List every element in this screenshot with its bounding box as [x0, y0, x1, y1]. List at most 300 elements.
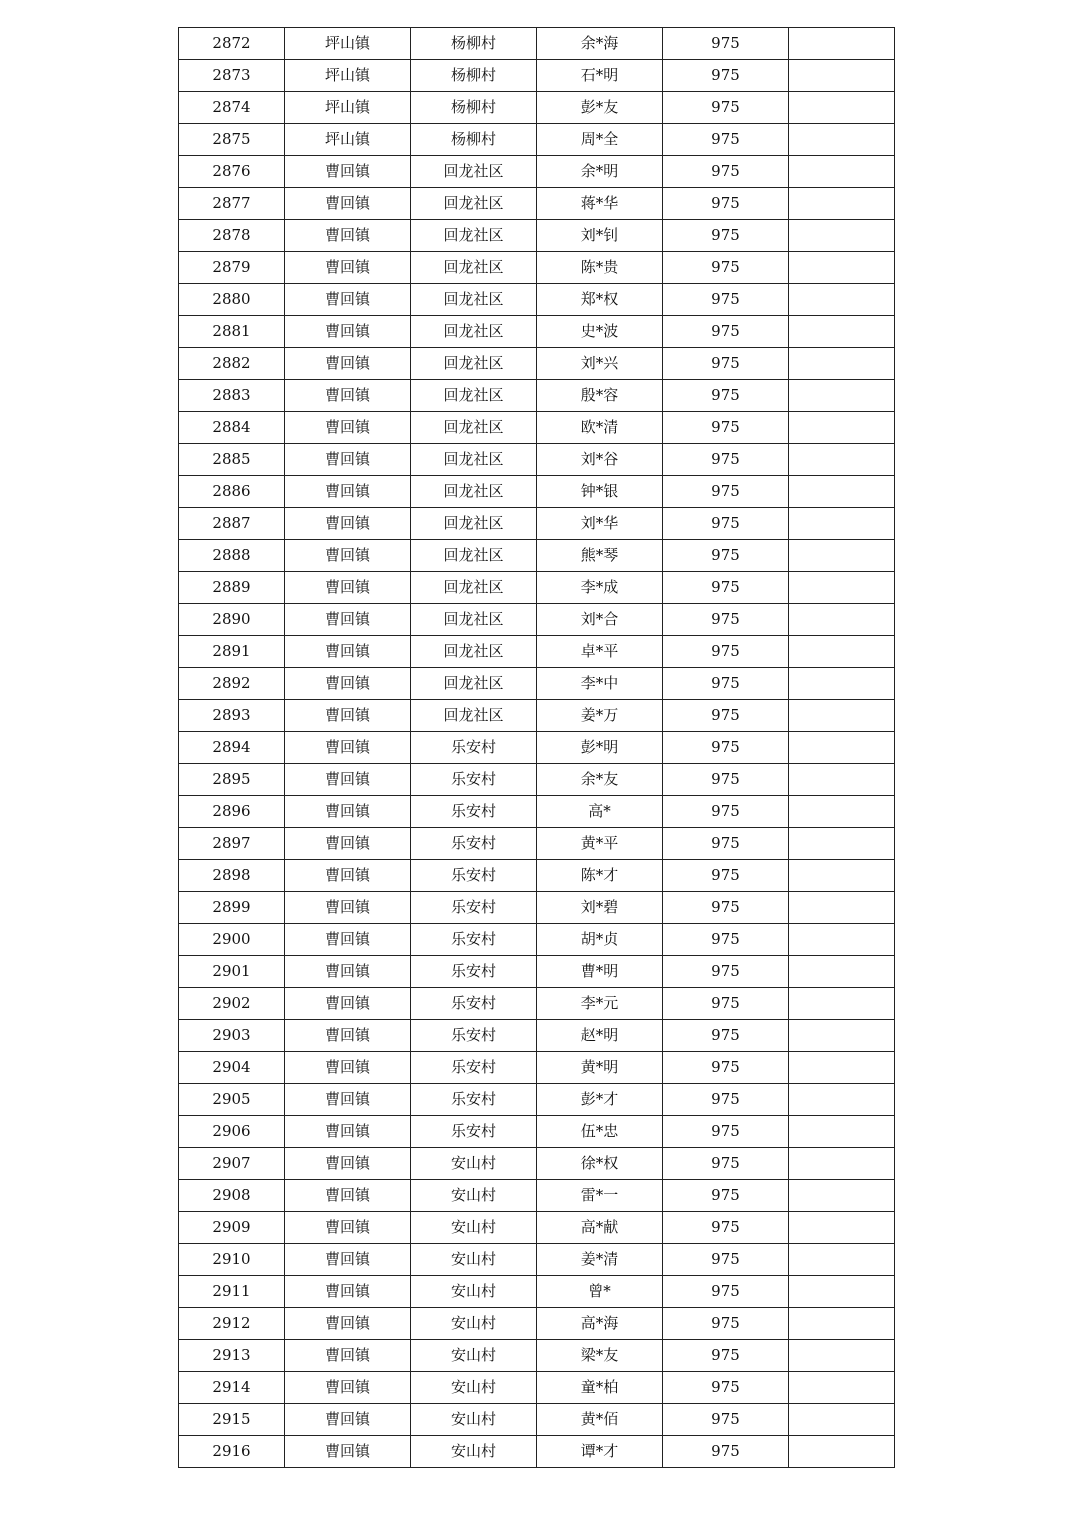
cell-town: 曹回镇: [285, 348, 411, 380]
cell-village: 乐安村: [411, 1116, 537, 1148]
table-row: [179, 284, 895, 316]
cell-amount: 975: [663, 476, 789, 508]
cell-number: 2889: [179, 572, 285, 604]
cell-name: 刘*华: [537, 508, 663, 540]
cell-number: 2907: [179, 1148, 285, 1180]
cell-amount: 975: [663, 604, 789, 636]
cell-village: 回龙社区: [411, 700, 537, 732]
cell-village: 回龙社区: [411, 348, 537, 380]
cell-town: 曹回镇: [285, 764, 411, 796]
table-row: [179, 412, 895, 444]
cell-town: 曹回镇: [285, 1404, 411, 1436]
cell-village: 安山村: [411, 1212, 537, 1244]
cell-number: 2898: [179, 860, 285, 892]
cell-town: 曹回镇: [285, 796, 411, 828]
cell-village: 乐安村: [411, 1020, 537, 1052]
cell-name: 伍*忠: [537, 1116, 663, 1148]
cell-name: 卓*平: [537, 636, 663, 668]
cell-note: [789, 412, 895, 444]
cell-number: 2914: [179, 1372, 285, 1404]
cell-name: 陈*贵: [537, 252, 663, 284]
cell-name: 陈*才: [537, 860, 663, 892]
cell-amount: 975: [663, 540, 789, 572]
cell-name: 黄*平: [537, 828, 663, 860]
cell-number: 2890: [179, 604, 285, 636]
table-row: [179, 444, 895, 476]
cell-note: [789, 380, 895, 412]
cell-number: 2893: [179, 700, 285, 732]
cell-number: 2886: [179, 476, 285, 508]
cell-number: 2892: [179, 668, 285, 700]
cell-note: [789, 540, 895, 572]
cell-village: 回龙社区: [411, 380, 537, 412]
cell-number: 2913: [179, 1340, 285, 1372]
cell-amount: 975: [663, 892, 789, 924]
cell-note: [789, 188, 895, 220]
table-row: [179, 1084, 895, 1116]
cell-amount: 975: [663, 1308, 789, 1340]
cell-village: 乐安村: [411, 764, 537, 796]
cell-number: 2882: [179, 348, 285, 380]
cell-note: [789, 252, 895, 284]
cell-village: 乐安村: [411, 796, 537, 828]
table-row: [179, 508, 895, 540]
cell-name: 高*献: [537, 1212, 663, 1244]
table-row: [179, 988, 895, 1020]
cell-note: [789, 1148, 895, 1180]
table-row: [179, 604, 895, 636]
table-row: [179, 572, 895, 604]
cell-village: 回龙社区: [411, 220, 537, 252]
cell-town: 曹回镇: [285, 1436, 411, 1468]
cell-number: 2879: [179, 252, 285, 284]
cell-amount: 975: [663, 380, 789, 412]
cell-note: [789, 156, 895, 188]
cell-name: 谭*才: [537, 1436, 663, 1468]
cell-village: 回龙社区: [411, 252, 537, 284]
cell-village: 安山村: [411, 1276, 537, 1308]
cell-number: 2901: [179, 956, 285, 988]
table-row: [179, 1404, 895, 1436]
cell-number: 2872: [179, 28, 285, 60]
cell-village: 乐安村: [411, 1052, 537, 1084]
cell-number: 2906: [179, 1116, 285, 1148]
cell-amount: 975: [663, 252, 789, 284]
cell-village: 回龙社区: [411, 668, 537, 700]
table-row: [179, 92, 895, 124]
table-row: [179, 348, 895, 380]
cell-village: 回龙社区: [411, 188, 537, 220]
table-row: [179, 1276, 895, 1308]
cell-name: 周*全: [537, 124, 663, 156]
cell-name: 刘*钊: [537, 220, 663, 252]
cell-amount: 975: [663, 1148, 789, 1180]
cell-amount: 975: [663, 188, 789, 220]
cell-name: 李*中: [537, 668, 663, 700]
cell-note: [789, 60, 895, 92]
cell-village: 安山村: [411, 1148, 537, 1180]
cell-note: [789, 1116, 895, 1148]
table-row: [179, 1116, 895, 1148]
cell-note: [789, 732, 895, 764]
cell-amount: 975: [663, 828, 789, 860]
table-row: [179, 956, 895, 988]
cell-town: 曹回镇: [285, 252, 411, 284]
cell-note: [789, 700, 895, 732]
cell-number: 2895: [179, 764, 285, 796]
cell-number: 2887: [179, 508, 285, 540]
cell-town: 曹回镇: [285, 828, 411, 860]
cell-note: [789, 92, 895, 124]
cell-amount: 975: [663, 28, 789, 60]
cell-village: 安山村: [411, 1436, 537, 1468]
cell-name: 刘*合: [537, 604, 663, 636]
table-row: [179, 1020, 895, 1052]
cell-name: 郑*权: [537, 284, 663, 316]
table-row: [179, 316, 895, 348]
cell-amount: 975: [663, 412, 789, 444]
cell-amount: 975: [663, 508, 789, 540]
cell-amount: 975: [663, 1404, 789, 1436]
table-row: [179, 1052, 895, 1084]
cell-note: [789, 1020, 895, 1052]
cell-note: [789, 124, 895, 156]
cell-note: [789, 604, 895, 636]
table-row: [179, 892, 895, 924]
cell-village: 安山村: [411, 1244, 537, 1276]
cell-number: 2880: [179, 284, 285, 316]
cell-village: 杨柳村: [411, 92, 537, 124]
cell-number: 2899: [179, 892, 285, 924]
table-body: [179, 28, 895, 1468]
cell-amount: 975: [663, 316, 789, 348]
cell-town: 曹回镇: [285, 572, 411, 604]
cell-village: 杨柳村: [411, 28, 537, 60]
cell-town: 曹回镇: [285, 1084, 411, 1116]
cell-amount: 975: [663, 1436, 789, 1468]
cell-amount: 975: [663, 988, 789, 1020]
cell-village: 乐安村: [411, 732, 537, 764]
cell-number: 2891: [179, 636, 285, 668]
cell-number: 2897: [179, 828, 285, 860]
cell-note: [789, 220, 895, 252]
cell-note: [789, 828, 895, 860]
cell-name: 欧*清: [537, 412, 663, 444]
cell-amount: 975: [663, 1212, 789, 1244]
table-row: [179, 732, 895, 764]
cell-name: 黄*明: [537, 1052, 663, 1084]
cell-village: 杨柳村: [411, 60, 537, 92]
cell-note: [789, 796, 895, 828]
cell-number: 2876: [179, 156, 285, 188]
cell-name: 徐*权: [537, 1148, 663, 1180]
table-row: [179, 636, 895, 668]
cell-amount: 975: [663, 60, 789, 92]
cell-village: 回龙社区: [411, 476, 537, 508]
cell-village: 回龙社区: [411, 156, 537, 188]
cell-note: [789, 1244, 895, 1276]
cell-number: 2883: [179, 380, 285, 412]
cell-village: 安山村: [411, 1180, 537, 1212]
cell-name: 余*明: [537, 156, 663, 188]
table-row: [179, 1180, 895, 1212]
cell-village: 回龙社区: [411, 540, 537, 572]
cell-name: 刘*兴: [537, 348, 663, 380]
cell-name: 梁*友: [537, 1340, 663, 1372]
cell-note: [789, 1180, 895, 1212]
table-row: [179, 188, 895, 220]
cell-name: 曹*明: [537, 956, 663, 988]
cell-number: 2875: [179, 124, 285, 156]
cell-amount: 975: [663, 444, 789, 476]
table-row: [179, 828, 895, 860]
cell-village: 回龙社区: [411, 284, 537, 316]
cell-number: 2908: [179, 1180, 285, 1212]
cell-village: 安山村: [411, 1372, 537, 1404]
cell-name: 胡*贞: [537, 924, 663, 956]
cell-village: 乐安村: [411, 1084, 537, 1116]
cell-number: 2894: [179, 732, 285, 764]
cell-town: 曹回镇: [285, 1148, 411, 1180]
cell-town: 曹回镇: [285, 1180, 411, 1212]
cell-name: 黄*佰: [537, 1404, 663, 1436]
cell-amount: 975: [663, 1052, 789, 1084]
table-row: [179, 380, 895, 412]
cell-number: 2916: [179, 1436, 285, 1468]
cell-amount: 975: [663, 348, 789, 380]
cell-amount: 975: [663, 124, 789, 156]
cell-number: 2888: [179, 540, 285, 572]
cell-name: 高*: [537, 796, 663, 828]
cell-note: [789, 636, 895, 668]
cell-village: 乐安村: [411, 988, 537, 1020]
cell-amount: 975: [663, 284, 789, 316]
cell-note: [789, 1276, 895, 1308]
table-row: [179, 924, 895, 956]
cell-town: 曹回镇: [285, 220, 411, 252]
cell-village: 安山村: [411, 1308, 537, 1340]
cell-note: [789, 1340, 895, 1372]
table-row: [179, 540, 895, 572]
cell-village: 乐安村: [411, 860, 537, 892]
cell-name: 蒋*华: [537, 188, 663, 220]
cell-amount: 975: [663, 700, 789, 732]
cell-town: 曹回镇: [285, 604, 411, 636]
table-row: [179, 860, 895, 892]
cell-village: 回龙社区: [411, 508, 537, 540]
cell-name: 史*波: [537, 316, 663, 348]
cell-town: 曹回镇: [285, 892, 411, 924]
cell-number: 2911: [179, 1276, 285, 1308]
table-row: [179, 252, 895, 284]
cell-name: 刘*碧: [537, 892, 663, 924]
table-row: [179, 476, 895, 508]
cell-village: 回龙社区: [411, 636, 537, 668]
cell-amount: 975: [663, 1116, 789, 1148]
data-table: [178, 27, 895, 1468]
cell-number: 2903: [179, 1020, 285, 1052]
table-row: [179, 1148, 895, 1180]
cell-town: 曹回镇: [285, 988, 411, 1020]
cell-number: 2896: [179, 796, 285, 828]
cell-town: 曹回镇: [285, 668, 411, 700]
table-row: [179, 1372, 895, 1404]
cell-name: 李*元: [537, 988, 663, 1020]
table-row: [179, 220, 895, 252]
cell-town: 曹回镇: [285, 188, 411, 220]
table-row: [179, 1436, 895, 1468]
cell-name: 姜*万: [537, 700, 663, 732]
cell-village: 回龙社区: [411, 444, 537, 476]
cell-note: [789, 1436, 895, 1468]
cell-village: 乐安村: [411, 924, 537, 956]
cell-note: [789, 892, 895, 924]
cell-number: 2884: [179, 412, 285, 444]
cell-number: 2902: [179, 988, 285, 1020]
cell-town: 坪山镇: [285, 28, 411, 60]
cell-name: 钟*银: [537, 476, 663, 508]
cell-note: [789, 956, 895, 988]
cell-name: 高*海: [537, 1308, 663, 1340]
cell-name: 彭*才: [537, 1084, 663, 1116]
cell-amount: 975: [663, 1180, 789, 1212]
cell-number: 2909: [179, 1212, 285, 1244]
cell-note: [789, 444, 895, 476]
cell-town: 曹回镇: [285, 380, 411, 412]
cell-amount: 975: [663, 860, 789, 892]
cell-town: 曹回镇: [285, 700, 411, 732]
cell-village: 乐安村: [411, 828, 537, 860]
cell-amount: 975: [663, 796, 789, 828]
cell-town: 曹回镇: [285, 540, 411, 572]
cell-number: 2904: [179, 1052, 285, 1084]
cell-note: [789, 1052, 895, 1084]
cell-note: [789, 284, 895, 316]
cell-town: 曹回镇: [285, 1276, 411, 1308]
cell-note: [789, 668, 895, 700]
cell-village: 回龙社区: [411, 412, 537, 444]
cell-number: 2905: [179, 1084, 285, 1116]
cell-number: 2910: [179, 1244, 285, 1276]
cell-name: 熊*琴: [537, 540, 663, 572]
cell-number: 2878: [179, 220, 285, 252]
cell-note: [789, 1372, 895, 1404]
cell-note: [789, 1212, 895, 1244]
cell-number: 2885: [179, 444, 285, 476]
table-row: [179, 1340, 895, 1372]
cell-amount: 975: [663, 924, 789, 956]
cell-name: 刘*谷: [537, 444, 663, 476]
cell-town: 曹回镇: [285, 284, 411, 316]
cell-name: 姜*清: [537, 1244, 663, 1276]
cell-amount: 975: [663, 1020, 789, 1052]
cell-town: 坪山镇: [285, 124, 411, 156]
cell-name: 余*友: [537, 764, 663, 796]
cell-number: 2874: [179, 92, 285, 124]
cell-amount: 975: [663, 220, 789, 252]
table-row: [179, 28, 895, 60]
table-row: [179, 700, 895, 732]
table-row: [179, 1308, 895, 1340]
cell-name: 赵*明: [537, 1020, 663, 1052]
cell-note: [789, 28, 895, 60]
cell-amount: 975: [663, 732, 789, 764]
cell-number: 2877: [179, 188, 285, 220]
cell-village: 回龙社区: [411, 604, 537, 636]
cell-note: [789, 924, 895, 956]
cell-town: 曹回镇: [285, 1308, 411, 1340]
cell-note: [789, 476, 895, 508]
cell-village: 回龙社区: [411, 316, 537, 348]
cell-note: [789, 1404, 895, 1436]
cell-village: 安山村: [411, 1404, 537, 1436]
cell-name: 童*柏: [537, 1372, 663, 1404]
cell-note: [789, 508, 895, 540]
cell-number: 2915: [179, 1404, 285, 1436]
table-row: [179, 1212, 895, 1244]
cell-town: 曹回镇: [285, 924, 411, 956]
cell-amount: 975: [663, 1084, 789, 1116]
cell-town: 曹回镇: [285, 956, 411, 988]
cell-amount: 975: [663, 572, 789, 604]
cell-name: 彭*友: [537, 92, 663, 124]
cell-town: 曹回镇: [285, 1372, 411, 1404]
cell-number: 2873: [179, 60, 285, 92]
cell-note: [789, 572, 895, 604]
table-row: [179, 668, 895, 700]
cell-number: 2912: [179, 1308, 285, 1340]
cell-village: 乐安村: [411, 956, 537, 988]
cell-name: 余*海: [537, 28, 663, 60]
cell-name: 彭*明: [537, 732, 663, 764]
cell-town: 曹回镇: [285, 1244, 411, 1276]
cell-town: 曹回镇: [285, 412, 411, 444]
cell-village: 安山村: [411, 1340, 537, 1372]
table-row: [179, 796, 895, 828]
cell-note: [789, 348, 895, 380]
cell-number: 2900: [179, 924, 285, 956]
cell-note: [789, 316, 895, 348]
cell-town: 曹回镇: [285, 1116, 411, 1148]
cell-note: [789, 988, 895, 1020]
cell-town: 曹回镇: [285, 1340, 411, 1372]
cell-town: 曹回镇: [285, 1212, 411, 1244]
cell-town: 曹回镇: [285, 1020, 411, 1052]
cell-amount: 975: [663, 1276, 789, 1308]
cell-village: 乐安村: [411, 892, 537, 924]
cell-amount: 975: [663, 668, 789, 700]
cell-town: 曹回镇: [285, 732, 411, 764]
cell-town: 坪山镇: [285, 60, 411, 92]
table-row: [179, 124, 895, 156]
cell-amount: 975: [663, 956, 789, 988]
cell-town: 曹回镇: [285, 316, 411, 348]
cell-town: 曹回镇: [285, 156, 411, 188]
cell-town: 曹回镇: [285, 860, 411, 892]
cell-amount: 975: [663, 92, 789, 124]
cell-village: 回龙社区: [411, 572, 537, 604]
cell-amount: 975: [663, 1372, 789, 1404]
table-row: [179, 1244, 895, 1276]
cell-number: 2881: [179, 316, 285, 348]
table-row: [179, 764, 895, 796]
cell-name: 殷*容: [537, 380, 663, 412]
cell-note: [789, 1308, 895, 1340]
cell-town: 曹回镇: [285, 444, 411, 476]
cell-name: 曾*: [537, 1276, 663, 1308]
cell-name: 石*明: [537, 60, 663, 92]
cell-amount: 975: [663, 1244, 789, 1276]
